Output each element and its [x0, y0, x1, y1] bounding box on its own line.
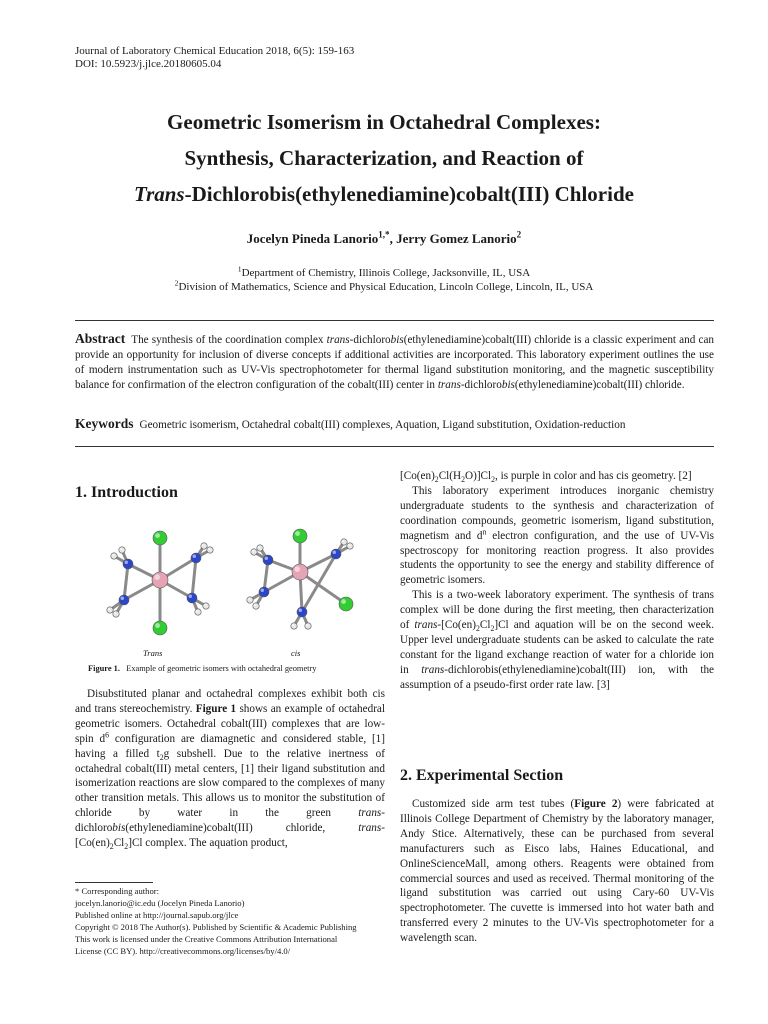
trans-chlorine-atom-bottom-highlight [155, 623, 160, 628]
footnote [75, 885, 385, 957]
cis-n1-hydrogen-atom-1-highlight [342, 540, 344, 542]
figure-label-trans: Trans [143, 648, 163, 658]
figure-1-caption [88, 664, 316, 673]
abstract-trans-2: trans [437, 379, 461, 392]
cis-cobalt-atom [292, 564, 308, 580]
abstract-text-5: (ethylenediamine)cobalt(III) chloride. [514, 379, 685, 392]
trans-chlorine-atom-top-highlight [155, 533, 160, 538]
abstract-bis: bis [390, 334, 404, 346]
title-line-1: Geometric Isomerism in Octahedral Complexes: [167, 110, 601, 134]
p1-d6-sup: 6 [105, 729, 109, 739]
cis-n3-hydrogen-atom-0 [291, 623, 297, 629]
cis-nitrogen-atom-1 [331, 549, 341, 559]
trans-n0-hydrogen-atom-1-highlight [120, 548, 122, 550]
cis-molecule [247, 529, 353, 629]
cis-n3-hydrogen-atom-1 [305, 623, 311, 629]
section-heading-introduction: 1. Introduction [75, 484, 178, 501]
cis-n0-hydrogen-atom-0 [251, 549, 257, 555]
cis-n0-hydrogen-atom-1-highlight [258, 546, 260, 548]
rc-a: [Co(en) [400, 470, 435, 482]
cis-n1-hydrogen-atom-0 [347, 543, 353, 549]
cis-cobalt-atom-highlight [294, 566, 300, 572]
cis-n1-hydrogen-atom-0-highlight [348, 544, 350, 546]
trans-n1-hydrogen-atom-0 [207, 547, 213, 553]
p1-trans-2: trans [358, 822, 382, 835]
cis-nitrogen-atom-2-highlight [261, 589, 265, 593]
p3-c: Cl [479, 619, 491, 632]
trans-n2-hydrogen-atom-0-highlight [108, 608, 110, 610]
affiliations [0, 266, 768, 294]
p3-a: This is a two-week laboratory experiment. The synthesis of trans complex will be done during the first meeting, then characterization of [400, 589, 714, 632]
p1-text-c: configuration are diamagnetic and considered stable, [1] having a filled t [75, 732, 385, 760]
p1-text-i: ]Cl complex. The aquation product, [128, 837, 288, 850]
p3-trans: trans [414, 619, 438, 632]
p1-text-f: (ethylenediamine)cobalt(III) chloride, [125, 822, 326, 835]
p1-text-a: Disubstituted planar and octahedral complexes exhibit both cis and trans stereochemistry. [75, 688, 385, 715]
intro-paragraph-2 [400, 484, 714, 588]
intro-paragraph-3 [400, 588, 714, 692]
cis-nitrogen-atom-3-highlight [299, 609, 303, 613]
keywords-text: Geometric isomerism, Octahedral cobalt(III) complexes, Aquation, Ligand substitution, Oxidation-reduction [139, 419, 626, 431]
trans-cobalt-atom [152, 572, 168, 588]
cis-chlorine-atom-1 [339, 597, 353, 611]
trans-nitrogen-atom-2-highlight [121, 597, 125, 601]
cis-n2-hydrogen-atom-0 [247, 597, 253, 603]
trans-n3-hydrogen-atom-1-highlight [196, 610, 198, 612]
trans-n1-hydrogen-atom-1-highlight [202, 544, 204, 546]
figure-1-molecules [88, 520, 378, 648]
footnote-published: Published online at http://journal.sapub.org/jlce [75, 910, 239, 920]
trans-n0-hydrogen-atom-1 [119, 547, 125, 553]
p1-text-d: g subshell. Due to the relative inertness of octahedral cobalt(III) metal centers, [1] their ligand substitution and isomerization reactions are slow compared to the complexes of many other transition metals. This allows us to monitor the substitution of chloride by water in the green [75, 747, 385, 820]
rc-c: O)]Cl [465, 470, 492, 482]
p1-figure-ref: Figure 1 [195, 702, 237, 715]
p1-text-e: -dichloro [75, 807, 386, 835]
p1-text-b: shows an example of octahedral geometric isomers. Octahedral cobalt(III) complexes that are low-spin d [75, 702, 385, 745]
journal-doi: DOI: 10.5923/j.jlce.20180605.04 [75, 58, 222, 70]
cis-n0-hydrogen-atom-0-highlight [252, 550, 254, 552]
footnote-corresponding: * Corresponding author: [75, 886, 160, 896]
cis-nitrogen-atom-0-highlight [265, 557, 269, 561]
trans-n2-hydrogen-atom-0 [107, 607, 113, 613]
p4-figure-ref: Figure 2 [574, 798, 618, 810]
p3-d: ]Cl and aquation will be on the second week. Upper level undergraduate students can be asked to calculate the rate constant for the ligand exchange reaction of water for a chloride ion in [400, 619, 715, 676]
abstract-text-4: -dichloro [460, 379, 502, 392]
trans-n1-hydrogen-atom-0-highlight [208, 548, 210, 550]
figure-1-caption-text: Example of geometric isomers with octahedral geometry [126, 664, 317, 673]
title-line-3 [40, 176, 728, 212]
cis-n3-hydrogen-atom-1-highlight [306, 624, 308, 626]
p1-sub-b: 2 [124, 842, 129, 852]
cis-n2-hydrogen-atom-0-highlight [248, 598, 250, 600]
footnote-license-2: License (CC BY). http://creativecommons.org/licenses/by/4.0/ [75, 946, 291, 956]
affiliation-2-text: Division of Mathematics, Science and Physical Education, Lincoln College, Lincoln, IL, USA [178, 281, 594, 293]
cis-nitrogen-atom-3 [297, 607, 307, 617]
trans-nitrogen-atom-0 [123, 559, 133, 569]
cis-n1-hydrogen-atom-1 [341, 539, 347, 545]
cis-n3-hydrogen-atom-0-highlight [292, 624, 294, 626]
p3-trans-2: trans [421, 663, 445, 676]
abstract [75, 331, 714, 393]
affiliation-2 [0, 280, 768, 294]
cis-chlorine-atom-0 [293, 529, 307, 543]
cis-nitrogen-atom-0 [263, 555, 273, 565]
paper-title [40, 104, 728, 212]
keywords [75, 416, 735, 432]
trans-nitrogen-atom-1 [191, 553, 201, 563]
trans-n3-hydrogen-atom-0-highlight [204, 604, 206, 606]
figure-1-caption-label: Figure 1. [88, 664, 120, 673]
trans-n0-hydrogen-atom-0-highlight [112, 554, 114, 556]
p1-trans: trans [358, 807, 382, 820]
trans-n0-hydrogen-atom-0 [111, 553, 117, 559]
trans-chlorine-atom-bottom [153, 621, 167, 635]
trans-nitrogen-atom-3 [187, 593, 197, 603]
journal-header [75, 45, 354, 71]
p1-t2-sub: 2 [159, 752, 164, 762]
abstract-text-2: -dichloro [349, 334, 391, 346]
p2-b: electron configuration, and the use of UV-Vis spectroscopy for monitoring reaction progress. It also provides students the opportunity to see the energy and stability difference of geometric isomers. [400, 529, 715, 587]
p3-sub1: 2 [475, 624, 480, 634]
p1-bis: bis [112, 822, 126, 835]
trans-n2-hydrogen-atom-1 [113, 611, 119, 617]
footnote-rule [75, 882, 153, 883]
p2-a: This laboratory experiment introduces inorganic chemistry undergraduate students to the synthesis and characterization of coordination compounds, geometric isomerism, ligand substitution, magnetism and d [400, 484, 714, 542]
p3-e: -dichlorobis(ethylenediamine)cobalt(III) ion, with the assumption of a pseudo-first order rate law. [3] [400, 663, 715, 691]
footnote-copyright: Copyright © 2018 The Author(s). Published by Scientific & Academic Publishing [75, 922, 357, 932]
trans-n3-hydrogen-atom-0 [203, 603, 209, 609]
abstract-bis-2: bis [501, 379, 515, 392]
trans-en-bridge-right [192, 558, 196, 598]
cis-chlorine-atom-1-highlight [341, 599, 346, 604]
abstract-text-3: (ethylenediamine)cobalt(III) chloride is a classic experiment and can provide an opportunity for inclusion of diverse concepts if additional activities are incorporated. This laboratory experiment outlines the use of modern instrumentation such as UV-Vis spectrophotometer for thermal ligand substitution monitoring, and the magnetic susceptibility balance for confirmation of the electron configuration of the cobalt(III) center in [75, 334, 715, 392]
section-heading-experimental: 2. Experimental Section [400, 767, 564, 784]
p1-text-g: -[Co(en) [75, 822, 385, 850]
trans-chlorine-atom-top [153, 531, 167, 545]
cis-chlorine-atom-0-highlight [295, 531, 300, 536]
keywords-label: Keywords [75, 416, 134, 431]
title-trans-italic: Trans [134, 182, 185, 206]
rc-sub3: 2 [491, 475, 496, 485]
p4-b: ) were fabricated at Illinois College Department of Chemistry by the laboratory manager, Andy Stice. Alternatively, these can be purchased from several manufacturers such as Eisco labs, Haines Educational, and OnlineScienceMall, among others. Reagents were obtained from commercial sources and used as received. Thermal monitoring of the ligand substitution was carried out using Cary-60 UV-Vis spectrophotometer. The cuvette is immersed into hot water bath and transferred every 2 minutes to the UV-Vis spectrophotometer for a wavelength scan. [400, 798, 714, 945]
affiliation-2-num: 2 [174, 278, 179, 288]
top-divider [75, 320, 714, 321]
cis-n2-hydrogen-atom-1-highlight [254, 604, 256, 606]
cis-nitrogen-atom-1-highlight [333, 551, 337, 555]
p3-b: -[Co(en) [437, 619, 476, 632]
author-1-affil: 1,* [378, 229, 390, 240]
keywords-divider [75, 446, 714, 447]
abstract-label: Abstract [75, 331, 126, 346]
abstract-trans: trans [326, 334, 350, 346]
p2-sup-n: n [482, 526, 487, 536]
author-separator: , [389, 231, 397, 246]
title-line-3-rest: -Dichlorobis(ethylenediamine)cobalt(III) Chloride [184, 182, 634, 206]
affiliation-1-num: 1 [237, 264, 242, 274]
rc-sub1: 2 [434, 475, 439, 485]
cis-n0-hydrogen-atom-1 [257, 545, 263, 551]
affiliation-1-text: Department of Chemistry, Illinois College, Jacksonville, IL, USA [241, 267, 531, 279]
right-continuation [400, 469, 714, 484]
affiliation-1 [0, 266, 768, 280]
journal-citation: Journal of Laboratory Chemical Education 2018, 6(5): 159-163 [75, 45, 355, 57]
title-line-2: Synthesis, Characterization, and Reaction of [184, 146, 584, 170]
trans-nitrogen-atom-0-highlight [125, 561, 129, 565]
trans-n2-hydrogen-atom-1-highlight [114, 612, 116, 614]
rc-d: , is purple in color and has cis geometry. [2] [495, 470, 692, 482]
rc-sub2: 2 [461, 475, 466, 485]
figure-label-cis: cis [291, 648, 301, 658]
rc-b: Cl(H [438, 470, 462, 482]
p1-text-h: Cl [113, 837, 125, 850]
right-column [400, 469, 714, 693]
author-2-affil: 2 [516, 229, 522, 240]
p3-sub2: 2 [490, 624, 495, 634]
trans-molecule [107, 531, 213, 635]
authors [0, 231, 768, 247]
trans-n3-hydrogen-atom-1 [195, 609, 201, 615]
trans-nitrogen-atom-3-highlight [189, 595, 193, 599]
p1-sub-a: 2 [109, 842, 114, 852]
footnote-license-1: This work is licensed under the Creative Commons Attribution International [75, 934, 338, 944]
cis-nitrogen-atom-2 [259, 587, 269, 597]
intro-paragraph-1 [75, 687, 385, 851]
footnote-email[interactable]: jocelyn.lanorio@ic.edu (Jocelyn Pineda Lanorio) [75, 898, 245, 908]
trans-cobalt-atom-highlight [154, 574, 160, 580]
trans-nitrogen-atom-1-highlight [193, 555, 197, 559]
author-1: Jocelyn Pineda Lanorio [246, 231, 379, 246]
experimental-paragraph-1 [400, 797, 714, 946]
trans-n1-hydrogen-atom-1 [201, 543, 207, 549]
abstract-text-1: The synthesis of the coordination complex [131, 334, 324, 346]
p4-a: Customized side arm test tubes ( [412, 798, 575, 810]
trans-nitrogen-atom-2 [119, 595, 129, 605]
trans-en-bridge-left [124, 564, 128, 600]
author-2: Jerry Gomez Lanorio [396, 231, 517, 246]
cis-n2-hydrogen-atom-1 [253, 603, 259, 609]
